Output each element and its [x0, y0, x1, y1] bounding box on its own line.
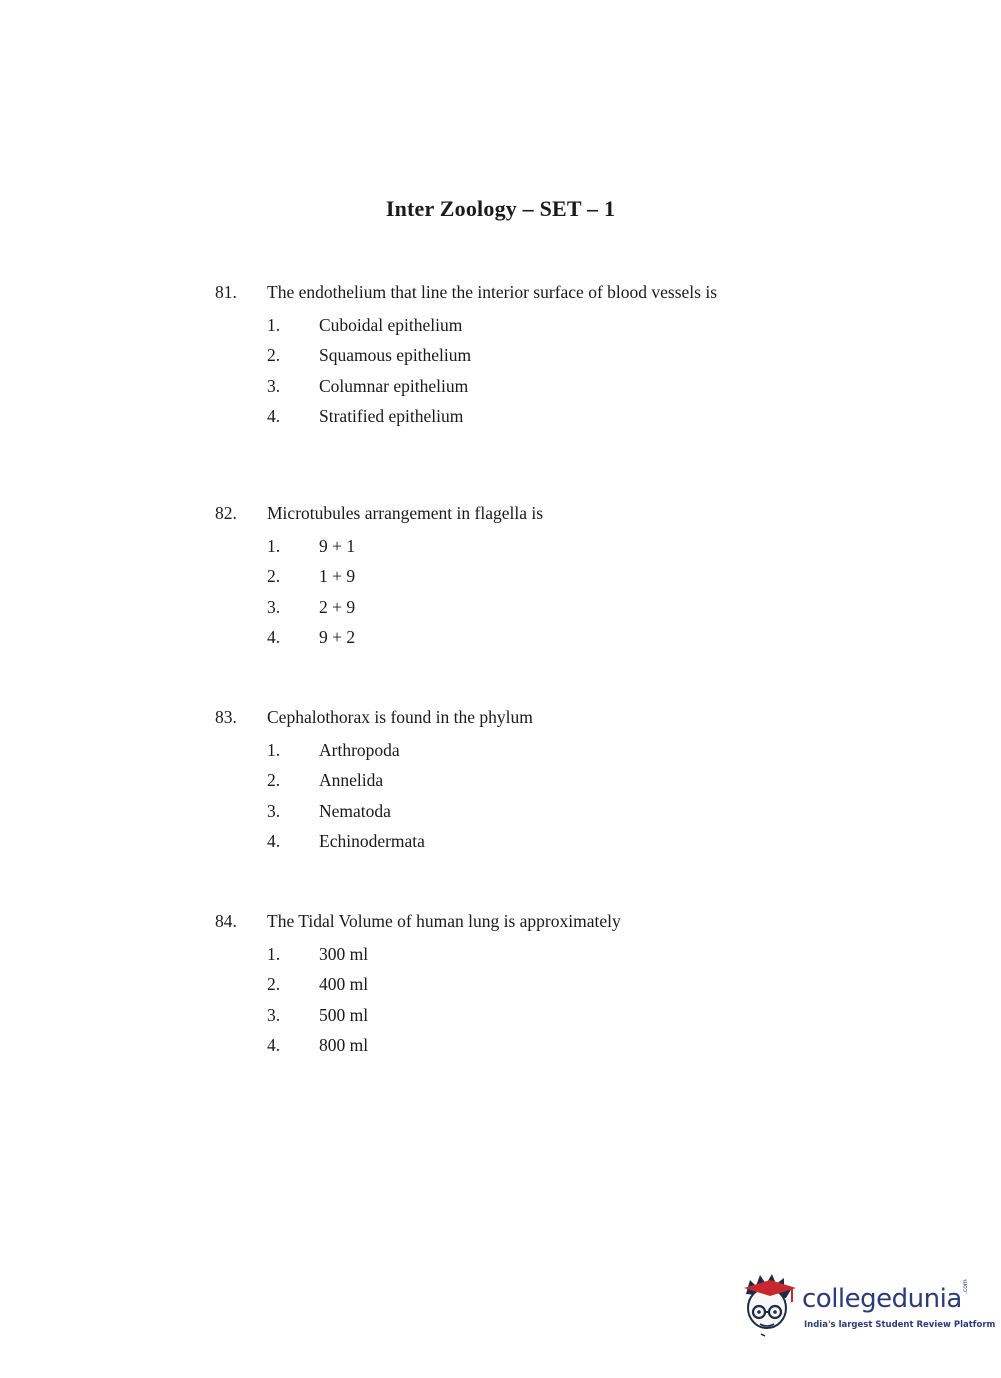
- option-text: 2 + 9: [319, 596, 356, 617]
- option-number: 1.: [267, 740, 281, 760]
- option-number: 2.: [267, 345, 281, 366]
- options-list: [215, 313, 815, 434]
- option: [215, 829, 815, 859]
- option: [215, 972, 815, 1002]
- question-81: [215, 280, 815, 434]
- option-text: Stratified epithelium: [319, 405, 464, 426]
- option-number: 3.: [267, 596, 281, 617]
- option: [215, 942, 815, 972]
- question-text: The endothelium that line the interior surface of blood vessels is: [267, 282, 718, 302]
- option: [215, 1003, 815, 1033]
- option-number: 4.: [267, 405, 281, 426]
- question-text: Cephalothorax is found in the phylum: [267, 707, 533, 727]
- option: [215, 1033, 815, 1063]
- question-text: Microtubules arrangement in flagella is: [267, 503, 544, 523]
- option: [215, 625, 815, 655]
- option-text: Annelida: [319, 770, 384, 791]
- option-text: Nematoda: [319, 800, 391, 821]
- option-text: 9 + 1: [319, 536, 356, 556]
- option: [215, 799, 815, 829]
- option-number: 3.: [267, 800, 281, 821]
- question-number: 83.: [215, 707, 237, 727]
- option-text: Squamous epithelium: [319, 345, 472, 366]
- question-number: 81.: [215, 282, 237, 302]
- option-number: 2.: [267, 770, 281, 791]
- page-title: Inter Zoology – SET – 1: [385, 196, 616, 221]
- option-number: 1.: [267, 536, 281, 556]
- question-83: [215, 705, 815, 859]
- options-list: [215, 942, 815, 1063]
- option-text: Arthropoda: [319, 740, 400, 760]
- collegedunia-logo: [740, 1272, 996, 1342]
- logo-domain-suffix: .com: [962, 1279, 969, 1294]
- logo-tagline: India's largest Student Review Platform: [804, 1320, 996, 1330]
- option: [215, 738, 815, 768]
- option-number: 4.: [267, 830, 281, 851]
- mascot-icon: [740, 1272, 802, 1338]
- question-text: The Tidal Volume of human lung is approximately: [267, 911, 621, 931]
- option-text: 400 ml: [319, 974, 369, 995]
- options-list: [215, 738, 815, 859]
- option-number: 3.: [267, 375, 281, 396]
- option-text: Cuboidal epithelium: [319, 315, 463, 335]
- option-number: 3.: [267, 1004, 281, 1025]
- option-text: Columnar epithelium: [319, 375, 469, 396]
- option: [215, 564, 815, 594]
- option: [215, 595, 815, 625]
- question-84: [215, 909, 815, 1063]
- options-list: [215, 534, 815, 655]
- option: [215, 534, 815, 564]
- question-number: 84.: [215, 911, 237, 931]
- option: [215, 313, 815, 343]
- option-number: 2.: [267, 974, 281, 995]
- option-number: 2.: [267, 566, 281, 587]
- option-text: 1 + 9: [319, 566, 356, 587]
- option: [215, 768, 815, 798]
- question-number: 82.: [215, 503, 237, 523]
- option-number: 4.: [267, 1034, 281, 1055]
- option: [215, 343, 815, 373]
- option-number: 1.: [267, 944, 281, 964]
- logo-wordmark: collegedunia: [802, 1284, 962, 1314]
- option-number: 1.: [267, 315, 281, 335]
- option-text: 800 ml: [319, 1034, 369, 1055]
- option: [215, 374, 815, 404]
- option-text: 500 ml: [319, 1004, 369, 1025]
- option-text: 9 + 2: [319, 626, 356, 647]
- question-82: [215, 501, 815, 655]
- option-text: Echinodermata: [319, 830, 425, 851]
- option: [215, 404, 815, 434]
- option-number: 4.: [267, 626, 281, 647]
- option-text: 300 ml: [319, 944, 369, 964]
